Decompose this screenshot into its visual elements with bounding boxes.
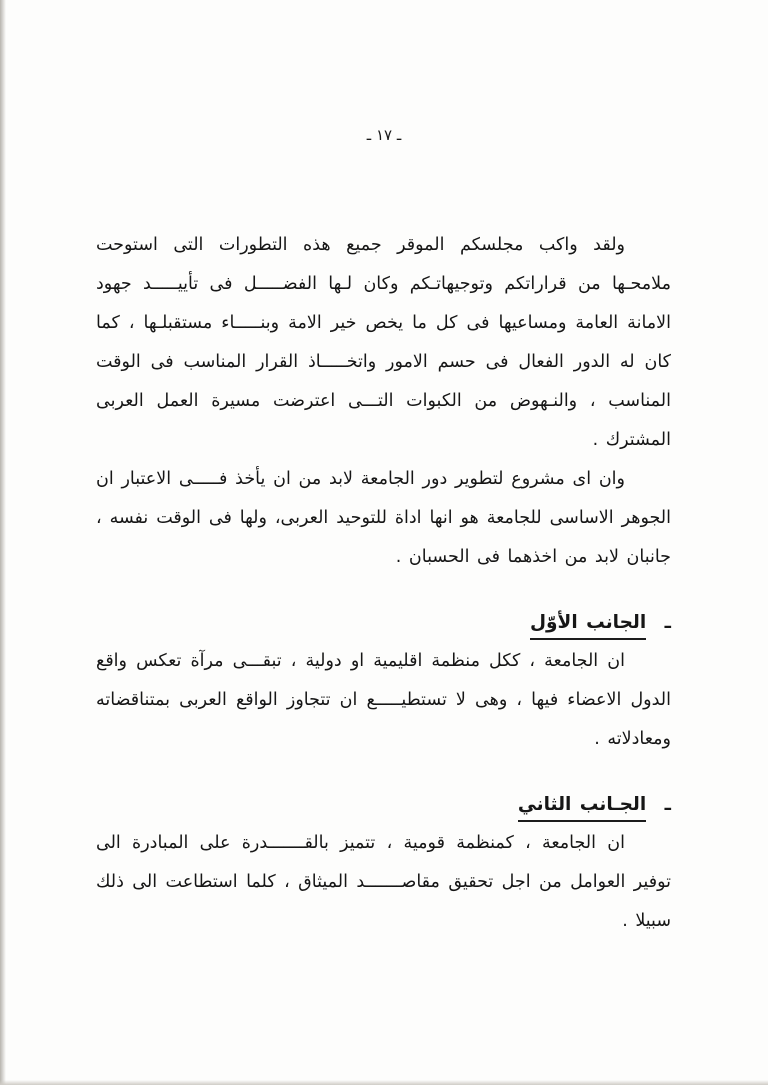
scan-edge-bottom-shadow [0, 1080, 768, 1085]
heading-dash: ـ [664, 612, 671, 633]
heading-dash: ـ [664, 794, 671, 815]
paragraph-council-support: ولقد واكب مجلسكم الموقر جميع هذه التطورات التى استوحت ملامحـها من قراراتكم وتوجيهاتـكم وكان لـها الفضـــــل فى تأييـــــد جهود الامانة العامة ومساعيها فى كل ما يخص خير الامة وبنـــــاء مستقبلـها ، كما كان له الدور الفعال فى حسم الامور واتخـــــاذ القرار المناسب فى الوقت المناسب ، والنـهوض من الكبوات التـــى اعترضت مسيرة العمل العربى المشترك . [96, 235, 671, 450]
paragraph-league-development: وان اى مشروع لتطوير دور الجامعة لابد من ان يأخذ فـــــى الاعتبار ان الجوهر الاساسى للجامعة هو انها اداة للتوحيد العربى، ولها فى الوقت نفسه ، جانبان لابد من اخذهما فى الحسبان . [96, 469, 671, 567]
paragraph-second-aspect-body: ان الجامعة ، كمنظمة قومية ، تتميز بالقـــــــدرة على المبادرة الى توفير العوامل من اجل تحقيق مقاصـــــــد الميثاق ، كلما استطاعت الى ذلك سبيلا . [96, 833, 671, 931]
page-number: ـ ١٧ ـ [366, 126, 402, 144]
heading-second-aspect-label: الجـانب الثاني [518, 794, 646, 822]
document-body [96, 226, 671, 941]
heading-second-aspect [96, 785, 671, 824]
scan-edge-left-shadow [0, 0, 6, 1085]
heading-first-aspect [96, 603, 671, 642]
heading-first-aspect-label: الجانب الأوّل [530, 612, 646, 640]
paragraph-first-aspect-body: ان الجامعة ، ككل منظمة اقليمية او دولية ، تبقـــى مرآة تعكس واقع الدول الاعضاء فيها ، وهى لا تستطيـــــع ان تتجاوز الواقع العربى بمتناقضاته ومعادلاته . [96, 651, 671, 749]
